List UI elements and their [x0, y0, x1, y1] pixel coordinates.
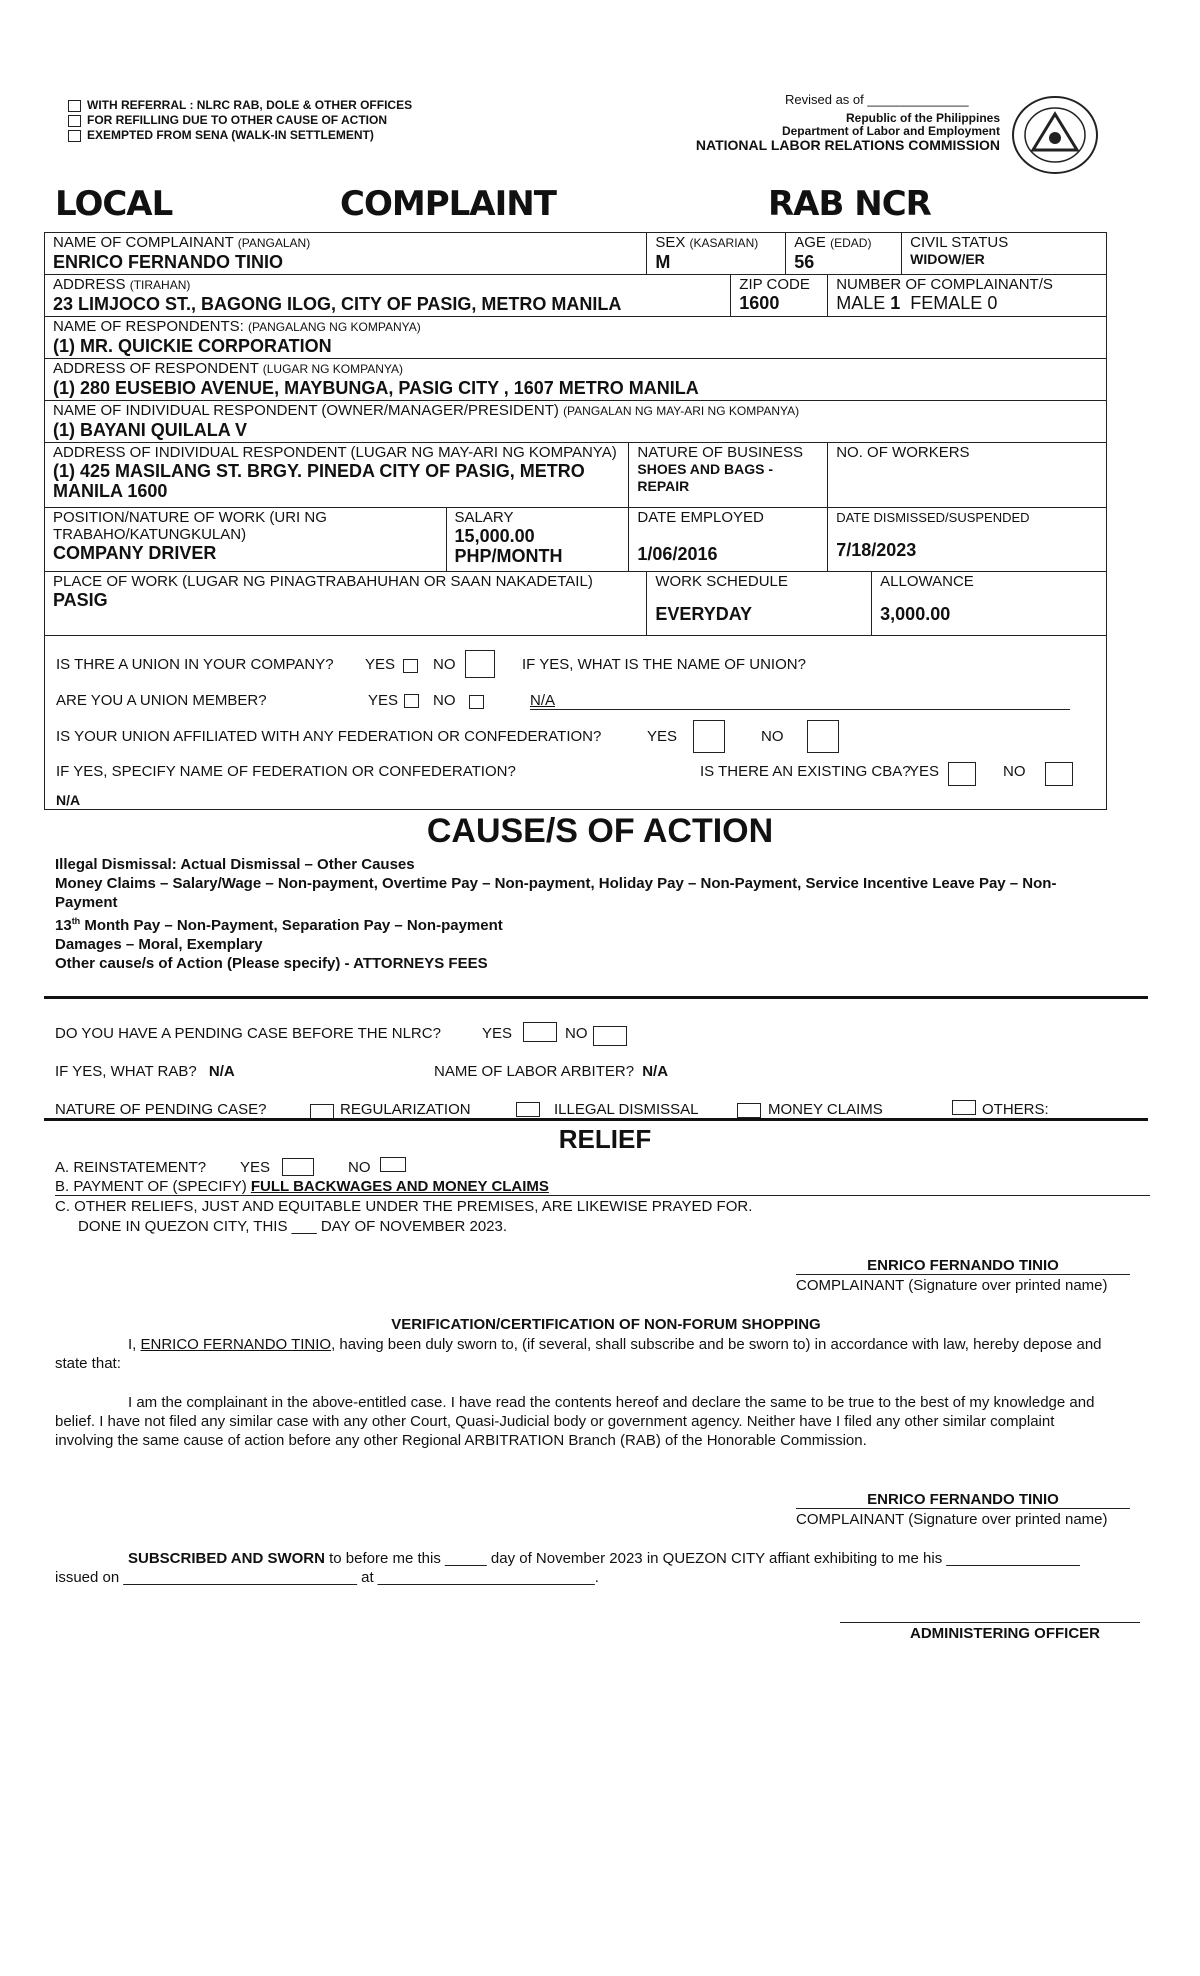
pending-no-checkbox[interactable] — [593, 1026, 627, 1046]
rab-answer: N/A — [208, 1063, 235, 1080]
place-value: PASIG — [53, 590, 108, 610]
union-q2: ARE YOU A UNION MEMBER? — [56, 692, 267, 709]
title-rab-ncr: RAB NCR — [768, 184, 931, 224]
relief-b: B. PAYMENT OF (SPECIFY) FULL BACKWAGES AND MONEY CLAIMS — [55, 1177, 1150, 1196]
relief-done: DONE IN QUEZON CITY, THIS ___ DAY OF NOVEMBER 2023. — [78, 1218, 508, 1235]
zip-value: 1600 — [739, 293, 780, 313]
complainant-signature-name: ENRICO FERNANDO TINIO — [867, 1491, 1059, 1508]
cell-work-schedule[interactable]: WORK SCHEDULE EVERYDAY — [647, 572, 872, 636]
cause-list — [55, 855, 1105, 973]
union-q4: IF YES, SPECIFY NAME OF FEDERATION OR CONFEDERATION? — [56, 763, 516, 780]
complaint-form-table — [44, 232, 1107, 636]
option-referral: WITH REFERRAL : NLRC RAB, DOLE & OTHER OFFICES — [68, 98, 412, 113]
option-money-claims: MONEY CLAIMS — [768, 1101, 883, 1118]
union-q3-no-label: NO — [761, 728, 784, 745]
signature-caption: COMPLAINANT (Signature over printed name) — [796, 1511, 1108, 1528]
cell-individual-respondent[interactable]: NAME OF INDIVIDUAL RESPONDENT (OWNER/MANAGER/PRESIDENT) (PANGALAN NG MAY-ARI NG KOMPANYA) (1) BAYANI QUILALA V — [45, 401, 1107, 443]
cell-complainant[interactable]: NAME OF COMPLAINANT (PANGALAN) ENRICO FERNANDO TINIO — [45, 233, 647, 275]
jurat-line1: SUBSCRIBED AND SWORN to before me this _____ day of November 2023 in QUEZON CITY affiant exhibiting to me his ________________ — [128, 1550, 1080, 1567]
salary-unit: PHP/MONTH — [454, 546, 563, 566]
union-section — [44, 630, 1107, 810]
business-line2: REPAIR — [637, 478, 690, 494]
schedule-value: EVERYDAY — [655, 604, 753, 624]
cause-item: Illegal Dismissal: Actual Dismissal – Other Causes — [55, 856, 415, 873]
cell-individual-address[interactable]: ADDRESS OF INDIVIDUAL RESPONDENT (LUGAR NG MAY-ARI NG KOMPANYA) (1) 425 MASILANG ST. BRGY. PINEDA CITY OF PASIG, METRO MANILA 1600 — [45, 443, 629, 508]
union-q1-yes-checkbox[interactable] — [403, 659, 418, 673]
option-exempted: EXEMPTED FROM SENA (WALK-IN SETTLEMENT) — [68, 128, 412, 143]
union-q5-no-label: NO — [1003, 763, 1026, 780]
option-others: OTHERS: — [982, 1101, 1049, 1118]
header-options — [68, 98, 412, 143]
cell-position[interactable]: POSITION/NATURE OF WORK (URI NG TRABAHO/KATUNGKULAN) COMPANY DRIVER — [45, 508, 447, 572]
agency-block — [696, 112, 1000, 152]
cell-sex[interactable]: SEX (KASARIAN) M — [647, 233, 786, 275]
money-claims-checkbox[interactable] — [737, 1103, 761, 1118]
salary-amount: 15,000.00 — [454, 526, 535, 546]
union-q1-followup: IF YES, WHAT IS THE NAME OF UNION? — [522, 656, 806, 673]
pending-q1-no-label: NO — [565, 1025, 588, 1042]
cause-item: Damages – Moral, Exemplary — [55, 936, 263, 953]
pending-q1-yes-label: YES — [482, 1025, 513, 1042]
individual-respondent-name: (1) BAYANI QUILALA V — [53, 420, 248, 440]
cell-place-of-work[interactable]: PLACE OF WORK (LUGAR NG PINAGTRABAHUHAN OR SAAN NAKADETAIL) PASIG — [45, 572, 647, 636]
union-q2-no-checkbox[interactable] — [469, 695, 484, 709]
others-checkbox[interactable] — [952, 1100, 976, 1115]
pending-q4: NATURE OF PENDING CASE? — [55, 1101, 267, 1118]
option-checkbox[interactable] — [68, 115, 81, 127]
option-checkbox[interactable] — [68, 100, 81, 112]
regularization-checkbox[interactable] — [310, 1104, 334, 1119]
administering-officer: ADMINISTERING OFFICER — [910, 1625, 1100, 1642]
address-value: 23 LIMJOCO ST., BAGONG ILOG, CITY OF PASIG, METRO MANILA — [53, 294, 622, 314]
cell-salary[interactable]: SALARY 15,000.00 PHP/MONTH — [446, 508, 629, 572]
individual-address-line2: MANILA 1600 — [53, 481, 168, 501]
female-count: 0 — [987, 293, 998, 313]
age-value: 56 — [794, 252, 815, 272]
allowance-value: 3,000.00 — [880, 604, 951, 624]
verification-p2: I am the complainant in the above-entitled case. I have read the contents hereof and declare the same to be true to the best of my knowledge and belief. I have not filed any similar case with any other Court, Quasi-Judicial body or government agency. Neither have I filed any other similar complaint involving the same cause of action before any other Regional ARBITRATION Branch (RAB) of the Honorable Commission. — [55, 1394, 1095, 1449]
relief-c: C. OTHER RELIEFS, JUST AND EQUITABLE UNDER THE PREMISES, ARE LIKEWISE PRAYED FOR. — [55, 1198, 753, 1215]
union-q3-yes-label: YES — [647, 728, 678, 745]
divider — [44, 996, 1148, 999]
reinstatement-no-checkbox[interactable] — [380, 1157, 406, 1172]
date-dismissed-value: 7/18/2023 — [836, 540, 917, 560]
cell-allowance[interactable]: ALLOWANCE 3,000.00 — [872, 572, 1107, 636]
cell-respondent-address[interactable]: ADDRESS OF RESPONDENT (LUGAR NG KOMPANYA) (1) 280 EUSEBIO AVENUE, MAYBUNGA, PASIG CITY , 1607 METRO MANILA — [45, 359, 1107, 401]
nlrc-seal-icon — [1005, 94, 1105, 176]
cause-title: CAUSE/S OF ACTION — [426, 812, 774, 850]
union-q5: IS THERE AN EXISTING CBA? — [700, 763, 911, 780]
union-q5-no-checkbox[interactable] — [1045, 762, 1073, 786]
officer-signature-line — [840, 1622, 1140, 1623]
relief-title: RELIEF — [558, 1124, 652, 1154]
cell-nature-of-business[interactable]: NATURE OF BUSINESS SHOES AND BAGS - REPAIR — [629, 443, 828, 508]
cell-num-complainants[interactable]: NUMBER OF COMPLAINANT/S MALE 1 FEMALE 0 — [828, 275, 1107, 317]
payment-specified: FULL BACKWAGES AND MONEY CLAIMS — [250, 1178, 549, 1195]
pending-q2: IF YES, WHAT RAB? N/A — [55, 1063, 235, 1080]
verification-p1: I, ENRICO FERNANDO TINIO, having been duly sworn to, (if several, shall subscribe and be sworn to) in accordance with law, hereby depose and — [128, 1336, 1102, 1353]
union-q3-no-checkbox[interactable] — [807, 720, 839, 753]
cell-date-employed[interactable]: DATE EMPLOYED 1/06/2016 — [629, 508, 828, 572]
relief-a-no-label: NO — [348, 1159, 371, 1176]
cause-item: Money Claims – Salary/Wage – Non-payment, Overtime Pay – Non-payment, Holiday Pay – Non-Payment, Service Incentive Leave Pay – Non- — [55, 875, 1057, 892]
agency-dole: Department of Labor and Employment — [781, 124, 1000, 138]
affiant-name: ENRICO FERNANDO TINIO — [140, 1336, 332, 1353]
cause-item: Other cause/s of Action (Please specify) - ATTORNEYS FEES — [55, 955, 488, 972]
illegal-dismissal-checkbox[interactable] — [516, 1102, 540, 1117]
cell-age[interactable]: AGE (EDAD) 56 — [786, 233, 902, 275]
revised-date: Revised as of ______________ — [785, 92, 969, 107]
cell-civil-status[interactable]: CIVIL STATUS WIDOW/ER — [902, 233, 1107, 275]
title-complaint: COMPLAINT — [340, 184, 556, 224]
individual-address-line1: (1) 425 MASILANG ST. BRGY. PINEDA CITY OF PASIG, METRO — [53, 461, 585, 481]
agency-nlrc: NATIONAL LABOR RELATIONS COMMISSION — [695, 137, 1000, 153]
option-illegal-dismissal: ILLEGAL DISMISSAL — [554, 1101, 699, 1118]
pending-q1: DO YOU HAVE A PENDING CASE BEFORE THE NLRC? — [55, 1025, 441, 1042]
union-q3-yes-checkbox[interactable] — [693, 720, 725, 753]
verification-title: VERIFICATION/CERTIFICATION OF NON-FORUM SHOPPING — [391, 1316, 821, 1333]
date-employed-value: 1/06/2016 — [637, 544, 718, 564]
cell-respondents[interactable]: NAME OF RESPONDENTS: (PANGALANG NG KOMPANYA) (1) MR. QUICKIE CORPORATION — [45, 317, 1107, 359]
union-q5-yes-label: YES — [909, 763, 940, 780]
union-q2-answer: N/A — [530, 692, 1070, 710]
union-q1-no-label: NO — [433, 656, 456, 673]
arbiter-answer: N/A — [642, 1063, 669, 1080]
option-checkbox[interactable] — [68, 130, 81, 142]
respondent-name: (1) MR. QUICKIE CORPORATION — [53, 336, 332, 356]
relief-a-yes-label: YES — [240, 1159, 271, 1176]
union-q1: IS THRE A UNION IN YOUR COMPANY? — [56, 656, 334, 673]
option-regularization: REGULARIZATION — [340, 1101, 471, 1118]
pending-yes-checkbox[interactable] — [523, 1022, 557, 1042]
respondent-address: (1) 280 EUSEBIO AVENUE, MAYBUNGA, PASIG CITY , 1607 METRO MANILA — [53, 378, 699, 398]
relief-a: A. REINSTATEMENT? — [55, 1159, 207, 1176]
union-q2-no-label: NO — [433, 692, 456, 709]
position-value: COMPANY DRIVER — [53, 543, 217, 563]
signature-caption: COMPLAINANT (Signature over printed name) — [796, 1277, 1108, 1294]
sex-value: M — [655, 252, 671, 272]
option-refilling: FOR REFILLING DUE TO OTHER CAUSE OF ACTION — [68, 113, 412, 128]
pending-q3: NAME OF LABOR ARBITER? N/A — [434, 1063, 669, 1080]
union-q4-answer: N/A — [56, 792, 81, 808]
union-q1-no-checkbox[interactable] — [465, 650, 495, 678]
union-q2-yes-checkbox[interactable] — [404, 694, 419, 708]
union-q3: IS YOUR UNION AFFILIATED WITH ANY FEDERATION OR CONFEDERATION? — [56, 728, 602, 745]
union-q1-yes-label: YES — [365, 656, 396, 673]
male-count: 1 — [890, 293, 901, 313]
cell-workers[interactable]: NO. OF WORKERS — [828, 443, 1107, 508]
cell-date-dismissed[interactable]: DATE DISMISSED/SUSPENDED 7/18/2023 — [828, 508, 1107, 572]
complainant-name: ENRICO FERNANDO TINIO — [53, 252, 284, 272]
jurat-line2: issued on ____________________________ at __________________________. — [55, 1569, 599, 1586]
cause-item: Payment — [55, 894, 118, 911]
cell-zip[interactable]: ZIP CODE 1600 — [731, 275, 828, 317]
union-q5-yes-checkbox[interactable] — [948, 762, 976, 786]
union-q2-yes-label: YES — [368, 692, 399, 709]
signature-line — [796, 1256, 1130, 1275]
agency-republic: Republic of the Philippines — [845, 111, 1000, 125]
verification-p1-tail: state that: — [55, 1355, 121, 1372]
title-local: LOCAL — [55, 184, 173, 224]
business-line1: SHOES AND BAGS - — [637, 461, 774, 477]
divider — [44, 1118, 1148, 1121]
reinstatement-yes-checkbox[interactable] — [282, 1158, 314, 1176]
complainant-signature-name: ENRICO FERNANDO TINIO — [867, 1257, 1059, 1274]
civil-status-value: WIDOW/ER — [910, 251, 985, 267]
cell-address[interactable]: ADDRESS (TIRAHAN) 23 LIMJOCO ST., BAGONG ILOG, CITY OF PASIG, METRO MANILA — [45, 275, 731, 317]
signature-line — [796, 1490, 1130, 1509]
cause-item: 13th Month Pay – Non-Payment, Separation Pay – Non-payment — [55, 916, 503, 934]
